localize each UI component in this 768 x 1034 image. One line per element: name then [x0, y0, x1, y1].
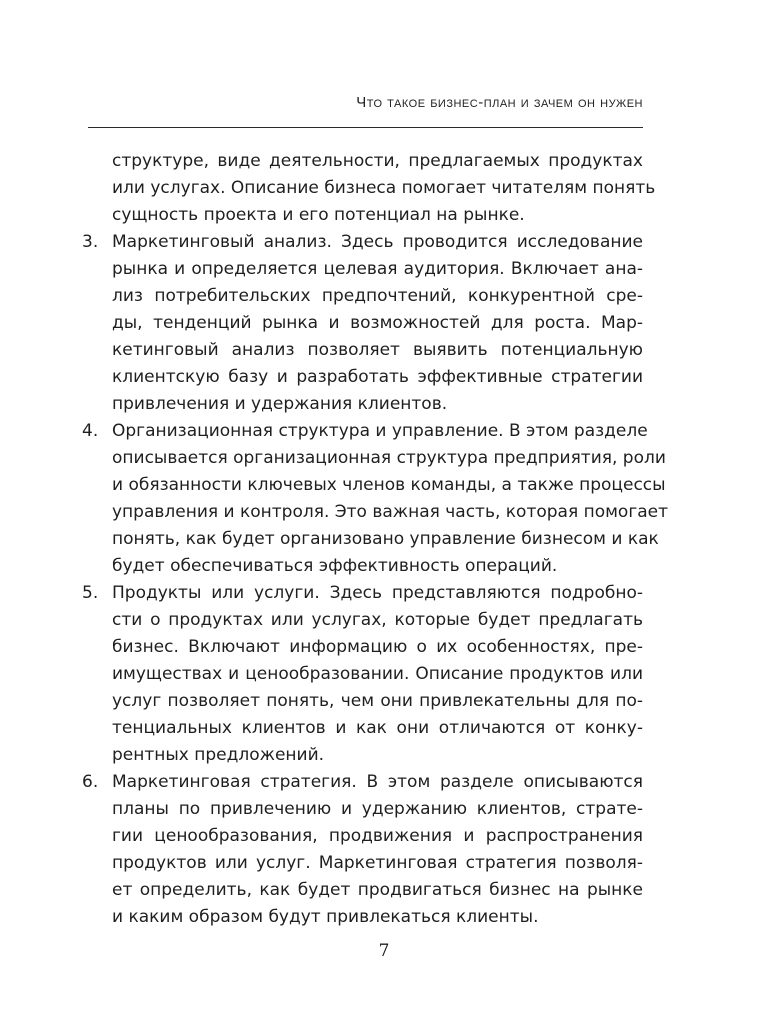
line-text: тенциальных клиентов и как они отличаются от конку-: [112, 718, 643, 738]
line-text: ды, тенденций рынка и возможностей для роста. Мар-: [112, 313, 643, 333]
text-line: [88, 634, 643, 661]
text-line: [88, 904, 643, 931]
line-text: понять, как будет организовано управление бизнесом и как: [112, 529, 659, 549]
text-line: [88, 526, 659, 553]
line-text: структуре, виде деятельности, предлагаемых продуктах: [112, 151, 643, 171]
text-line: [88, 256, 643, 283]
text-line: [88, 499, 669, 526]
text-line: [88, 607, 643, 634]
list-item-start-line: [82, 769, 643, 796]
line-text: будет обеспечиваться эффективность операций.: [112, 556, 558, 576]
line-text: Продукты или услуги. Здесь представляются подробно-: [112, 583, 643, 603]
text-line: [88, 364, 643, 391]
line-text: гии ценообразования, продвижения и распространения: [112, 826, 643, 846]
line-text: управления и контроля. Это важная часть, которая помогает: [112, 502, 669, 522]
text-line: [88, 472, 666, 499]
line-text: бизнес. Включают информацию о их особенностях, пре-: [112, 637, 643, 657]
list-item-start-line: [82, 229, 643, 256]
line-text: планы по привлечению и удержанию клиентов, страте-: [112, 799, 643, 819]
line-text: рентных предложений.: [112, 745, 325, 765]
text-line: [88, 661, 643, 688]
line-text: или услугах. Описание бизнеса помогает читателям понять: [112, 178, 656, 198]
line-text: и обязанности ключевых членов команды, а также процессы: [112, 475, 666, 495]
page-body: [82, 148, 669, 931]
page-number: 7: [378, 941, 390, 961]
list-item-number: 4.: [82, 421, 99, 441]
line-text: услуг позволяет понять, чем они привлекательны для по-: [112, 691, 643, 711]
line-text: ет определить, как будет продвигаться бизнес на рынке: [112, 880, 643, 900]
line-text: Маркетинговая стратегия. В этом разделе описываются: [112, 772, 643, 792]
text-line: [88, 202, 643, 229]
list-item-number: 3.: [82, 232, 99, 252]
line-text: и каким образом будут привлекаться клиенты.: [112, 907, 539, 927]
text-line: [88, 175, 656, 202]
line-text: кетинговый анализ позволяет выявить потенциальную: [112, 340, 643, 360]
line-text: Организационная структура и управление. В этом разделе: [112, 421, 648, 441]
text-line: [88, 553, 643, 580]
line-text: лиз потребительских предпочтений, конкурентной сре-: [112, 286, 643, 306]
text-line: [88, 337, 643, 364]
text-line: [88, 688, 643, 715]
text-line: [88, 715, 643, 742]
line-text: описывается организационная структура предприятия, роли: [112, 448, 666, 468]
running-header: [88, 92, 643, 128]
text-line: [88, 877, 643, 904]
list-item-start-line: [82, 418, 648, 445]
line-text: имуществах и ценообразовании. Описание продуктов или: [112, 664, 643, 684]
line-text: Маркетинговый анализ. Здесь проводится исследование: [112, 232, 643, 252]
text-line: [88, 310, 643, 337]
text-line: [88, 148, 643, 175]
list-item-number: 6.: [82, 772, 99, 792]
line-text: привлечения и удержания клиентов.: [112, 394, 448, 414]
text-line: [88, 850, 643, 877]
line-text: клиентскую базу и разработать эффективные стратегии: [112, 367, 643, 387]
text-line: [88, 391, 643, 418]
text-line: [88, 283, 643, 310]
text-line: [88, 445, 666, 472]
list-item-number: 5.: [82, 583, 99, 603]
line-text: сущность проекта и его потенциал на рынке.: [112, 205, 525, 225]
list-item-start-line: [82, 580, 643, 607]
text-line: [88, 823, 643, 850]
line-text: рынка и определяется целевая аудитория. Включает ана-: [112, 259, 643, 279]
header-title: Что такое бизнес-план и зачем он нужен: [356, 94, 643, 111]
text-line: [88, 796, 643, 823]
line-text: продуктов или услуг. Маркетинговая стратегия позволя-: [112, 853, 643, 873]
line-text: сти о продуктах или услугах, которые будет предлагать: [112, 610, 643, 630]
text-line: [88, 742, 643, 769]
